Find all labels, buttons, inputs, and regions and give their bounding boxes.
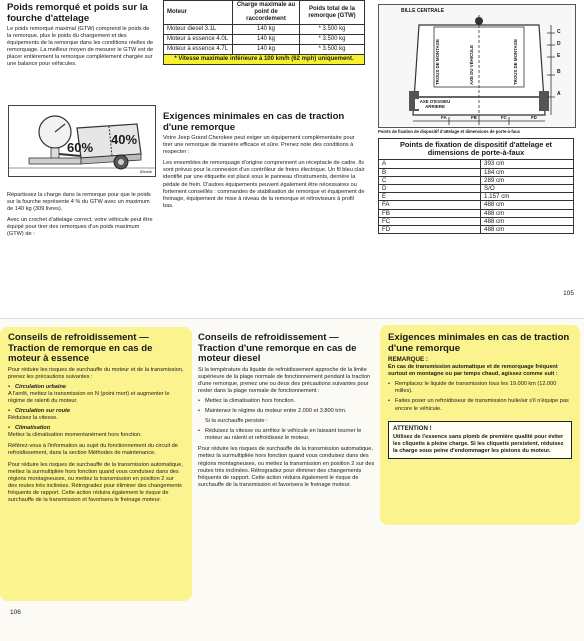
paragraph-ensembles: Les ensembles de remorquage d'origine comprennent un réceptacle de cadre. Ils sont prévus pour la connexion d'un contrôleur de freins électrique. Un fil bleu clair identifié par une étiquette est placé sous le panneau d'instruments, derrière la pédale de frein. D'autres équipements peuvent également être nécessaires ou fortement conseillés : commandes de stabilisation de remorque et équipement de freinage, équipement de mise à niveau de la remorque et rétroviseurs à profil bas. <box>163 160 365 209</box>
paragraph-persiste: Si la surchauffe persiste : <box>205 418 268 425</box>
paragraph-surmultipliee: Pour réduire les risques de surchauffe de la transmission automatique, mettez la surmultipliée hors fonction quand vous conduisez dans des régions montagneuses, ou mettez la transmission en position 2 sur des routes très inclinées. Rétrogradez pour éliminer des changements fréquents de rapport. Cette action réduira également le risque de surchauffe de la transmission et favorisera le freinage moteur. <box>8 461 183 503</box>
attention-box <box>388 421 572 459</box>
table-row <box>379 185 574 193</box>
dim-letter: C <box>557 29 561 35</box>
dim-letter-bottom: FC <box>501 115 507 120</box>
table-row <box>379 193 574 201</box>
table-cell: D <box>379 185 481 193</box>
table-row <box>379 201 574 209</box>
header-charge: Charge maximale au point de raccordement <box>233 1 300 25</box>
dim-letter: B <box>557 69 561 75</box>
table-cell: FA <box>379 201 481 209</box>
dim-letter: E <box>557 53 561 59</box>
diagram-caption: Points de fixation de dispositif d'attelage et dimensions de porte-à-faux <box>378 129 520 134</box>
table-cell: 488 cm <box>481 226 574 234</box>
dimension-table-wrap <box>378 138 574 234</box>
heading-exigences: Exigences minimales en cas de traction d'une remorque <box>163 111 345 133</box>
label-axe-vehicule: AXE DU VÉHICULE <box>469 44 474 85</box>
table-cell: Moteur diesel 3.1L <box>164 25 233 35</box>
page-number-106: 106 <box>10 609 21 616</box>
table-cell: 488 cm <box>481 217 574 225</box>
left-column <box>7 3 155 69</box>
attention-label: ATTENTION ! <box>393 424 432 432</box>
table-cell: 289 cm <box>481 176 574 184</box>
dimension-table <box>378 138 574 234</box>
label-trous-montage-1: TROUS DE MONTAGE <box>435 38 440 85</box>
label-axe-essieu: AXE D'ESSIEU ARRIERE <box>415 99 455 109</box>
paragraph-climatisation: Mettez la climatisation momentanément hors fonction. <box>8 432 142 439</box>
gtw-table <box>163 0 365 65</box>
attention-text: Utilisez de l'essence sans plomb de première qualité pour éviter les cliquetis à pleine charge. Si les cliquetis persistent, réduisez la charge sous peine d'endommager les pistons du moteur. <box>393 433 564 454</box>
paragraph-precautions: Pour réduire les risques de surchauffe du moteur et de la transmission, prenez les précautions suivantes : <box>8 366 184 380</box>
paragraph-reference: Référez-vous à l'information au sujet du fonctionnement du circuit de refroidissement, dans la section Méthodes de maintenance. <box>8 443 178 457</box>
table-cell: B <box>379 168 481 176</box>
table-row <box>164 25 365 35</box>
table-cell: E <box>379 193 481 201</box>
paragraph-crochet: Avec un crochet d'attelage correct, votre véhicule peut être équipé pour tirer des remorques d'un poids maximum (GTW) de : <box>7 217 153 238</box>
gtw-table-wrap <box>163 0 365 65</box>
table-header-row <box>164 1 365 25</box>
dimension-table-header: Points de fixation de dispositif d'attelage et dimensions de porte-à-faux <box>379 139 574 160</box>
hitch-diagram <box>378 4 576 128</box>
paragraph-repartition: Répartissez la charge dans la remorque pour que le poids sur la fourche représente 4 % du GTW avec un maximum de 140 kg (309 livres). <box>7 192 151 213</box>
table-row <box>379 209 574 217</box>
dim-letter: A <box>557 91 561 97</box>
trailer-scale-illustration <box>8 105 156 177</box>
table-cell: FC <box>379 217 481 225</box>
subheading-climatisation: • Climatisation <box>8 425 184 432</box>
list-item: • Faites poser un refroidisseur de transmission huile/air s'il n'équipe pas encore le véhicule. <box>388 398 572 412</box>
page-106 <box>0 318 584 641</box>
table-cell: * 3.500 kg <box>300 45 365 55</box>
table-cell: * 3.500 kg <box>300 35 365 45</box>
paragraph-surmultipliee-diesel: Pour réduire les risques de surchauffe de la transmission automatique, mettez la surmultipliée hors fonction quand vous conduisez dans des régions montagneuses, ou mettez la transmission en position 2 sur des routes très inclinées. Rétrogradez pour éliminer des changements fréquents de rapport. Cette action réduira également le risque de surchauffe de la transmission et favorisera le freinage moteur. <box>198 446 375 488</box>
heading-exigences-106: Exigences minimales en cas de traction d'une remorque <box>388 332 570 354</box>
heading-cooling-diesel: Conseils de refroidissement — Traction d'une remorque en cas de moteur diesel <box>198 332 357 364</box>
page-105 <box>0 0 584 318</box>
table-cell: * 3.500 kg <box>300 25 365 35</box>
table-cell: 488 cm <box>481 201 574 209</box>
list-item: • Réduisez la vitesse ou arrêtez le véhicule en laissant tourner le moteur au ralenti et refroidissez le moteur. <box>198 428 376 442</box>
paragraph-route: Réduisez la vitesse. <box>8 415 58 422</box>
dim-letter-bottom: FA <box>441 115 447 120</box>
left-column-lower <box>7 192 155 239</box>
paragraph-urbaine: A l'arrêt, mettez la transmission en N (point mort) et augmenter le régime de ralenti du moteur. <box>8 390 170 404</box>
paragraph-intro: Le poids remorqué maximal (GTW) comprend le poids de la remorque, plus le poids du chargement et des équipements de la remorque dans les conditions réelles de remorquage. La meilleur moyen de mesurer le GTW est de placer entièrement la remorque complètement chargée sur une balance pour véhicules. <box>7 26 154 68</box>
label-trous-montage-2: TROUS DE MONTAGE <box>513 38 518 85</box>
pct-left-label: 60% <box>67 140 94 155</box>
heading-poids-remorque: Poids remorqué et poids sur la fourche d'attelage <box>7 2 148 24</box>
subheading-route: • Circulation sur route <box>8 408 184 415</box>
table-cell: FD <box>379 226 481 234</box>
table-row <box>379 217 574 225</box>
page-number-105: 105 <box>563 290 574 297</box>
dim-letter: D <box>557 41 561 47</box>
table-cell: 393 cm <box>481 160 574 168</box>
table-cell: 184 cm <box>481 168 574 176</box>
dim-letter-bottom: FD <box>531 115 537 120</box>
middle-column <box>163 112 365 210</box>
table-cell: 140 kg <box>233 45 300 55</box>
table-cell: 140 kg <box>233 25 300 35</box>
header-gtw: Poids total de la remorque (GTW) <box>300 1 365 25</box>
col2-cooling-diesel <box>198 333 376 489</box>
table-footnote-row <box>164 55 365 65</box>
table-cell: C <box>379 176 481 184</box>
col1-cooling-essence <box>8 333 184 504</box>
header-moteur: Moteur <box>164 1 233 25</box>
table-row <box>379 226 574 234</box>
table-cell: 140 kg <box>233 35 300 45</box>
list-item: • Remplacez le liquide de transmission tous les 19.000 km (12.000 milles). <box>388 381 572 395</box>
table-cell: FB <box>379 209 481 217</box>
table-footnote: * Vitesse maximale inférieure à 100 km/h (62 mph) uniquement. <box>164 55 365 65</box>
table-row <box>379 160 574 168</box>
remarque-label: REMARQUE : <box>388 356 428 363</box>
table-row <box>379 176 574 184</box>
table-cell: Moteur à essence 4.0L <box>164 35 233 45</box>
heading-cooling-essence: Conseils de refroidissement — Traction de remorque en cas de moteur à essence <box>8 332 153 364</box>
table-row <box>164 35 365 45</box>
pct-right-label: 40% <box>111 132 138 147</box>
subheading-urbaine: • Circulation urbaine <box>8 384 184 391</box>
list-item: • Maintenez le régime du moteur entre 2.000 et 3.800 tr/m. <box>198 408 376 415</box>
table-cell: 1.157 cm <box>481 193 574 201</box>
dim-letter-bottom: FB <box>471 115 477 120</box>
paragraph-temperature: Si la température du liquide de refroidissement approche de la limite supérieure de la plage normale de fonctionnement pendant la traction d'une remorque, prenez une ou deux des précautions suivantes pour rester dans la plage normale de fonctionnement : <box>198 366 371 394</box>
hitch-diagram-drawing <box>379 5 575 127</box>
remarque-text: En cas de transmission automatique et de remorquage fréquent surtout en montagne ou par temps chaud, agissez comme suit : <box>388 364 558 378</box>
col3-exigences <box>388 333 572 459</box>
table-cell: 488 cm <box>481 209 574 217</box>
list-item: • Mettez la climatisation hors fonction. <box>198 398 376 405</box>
figure-code: 80ed4b <box>140 170 152 174</box>
table-cell: A <box>379 160 481 168</box>
table-row <box>164 45 365 55</box>
table-cell: S/O <box>481 185 574 193</box>
table-header-row <box>379 139 574 160</box>
paragraph-equipement: Votre Jeep Grand Cherokee peut exiger un équipement complémentaire pour tirer une remorque de manière efficace et sûre. Prenez note des conditions à respecter : <box>163 135 355 156</box>
table-cell: Moteur à essence 4.7L <box>164 45 233 55</box>
label-bille-centrale: BILLE CENTRALE <box>401 8 445 14</box>
table-row <box>379 168 574 176</box>
